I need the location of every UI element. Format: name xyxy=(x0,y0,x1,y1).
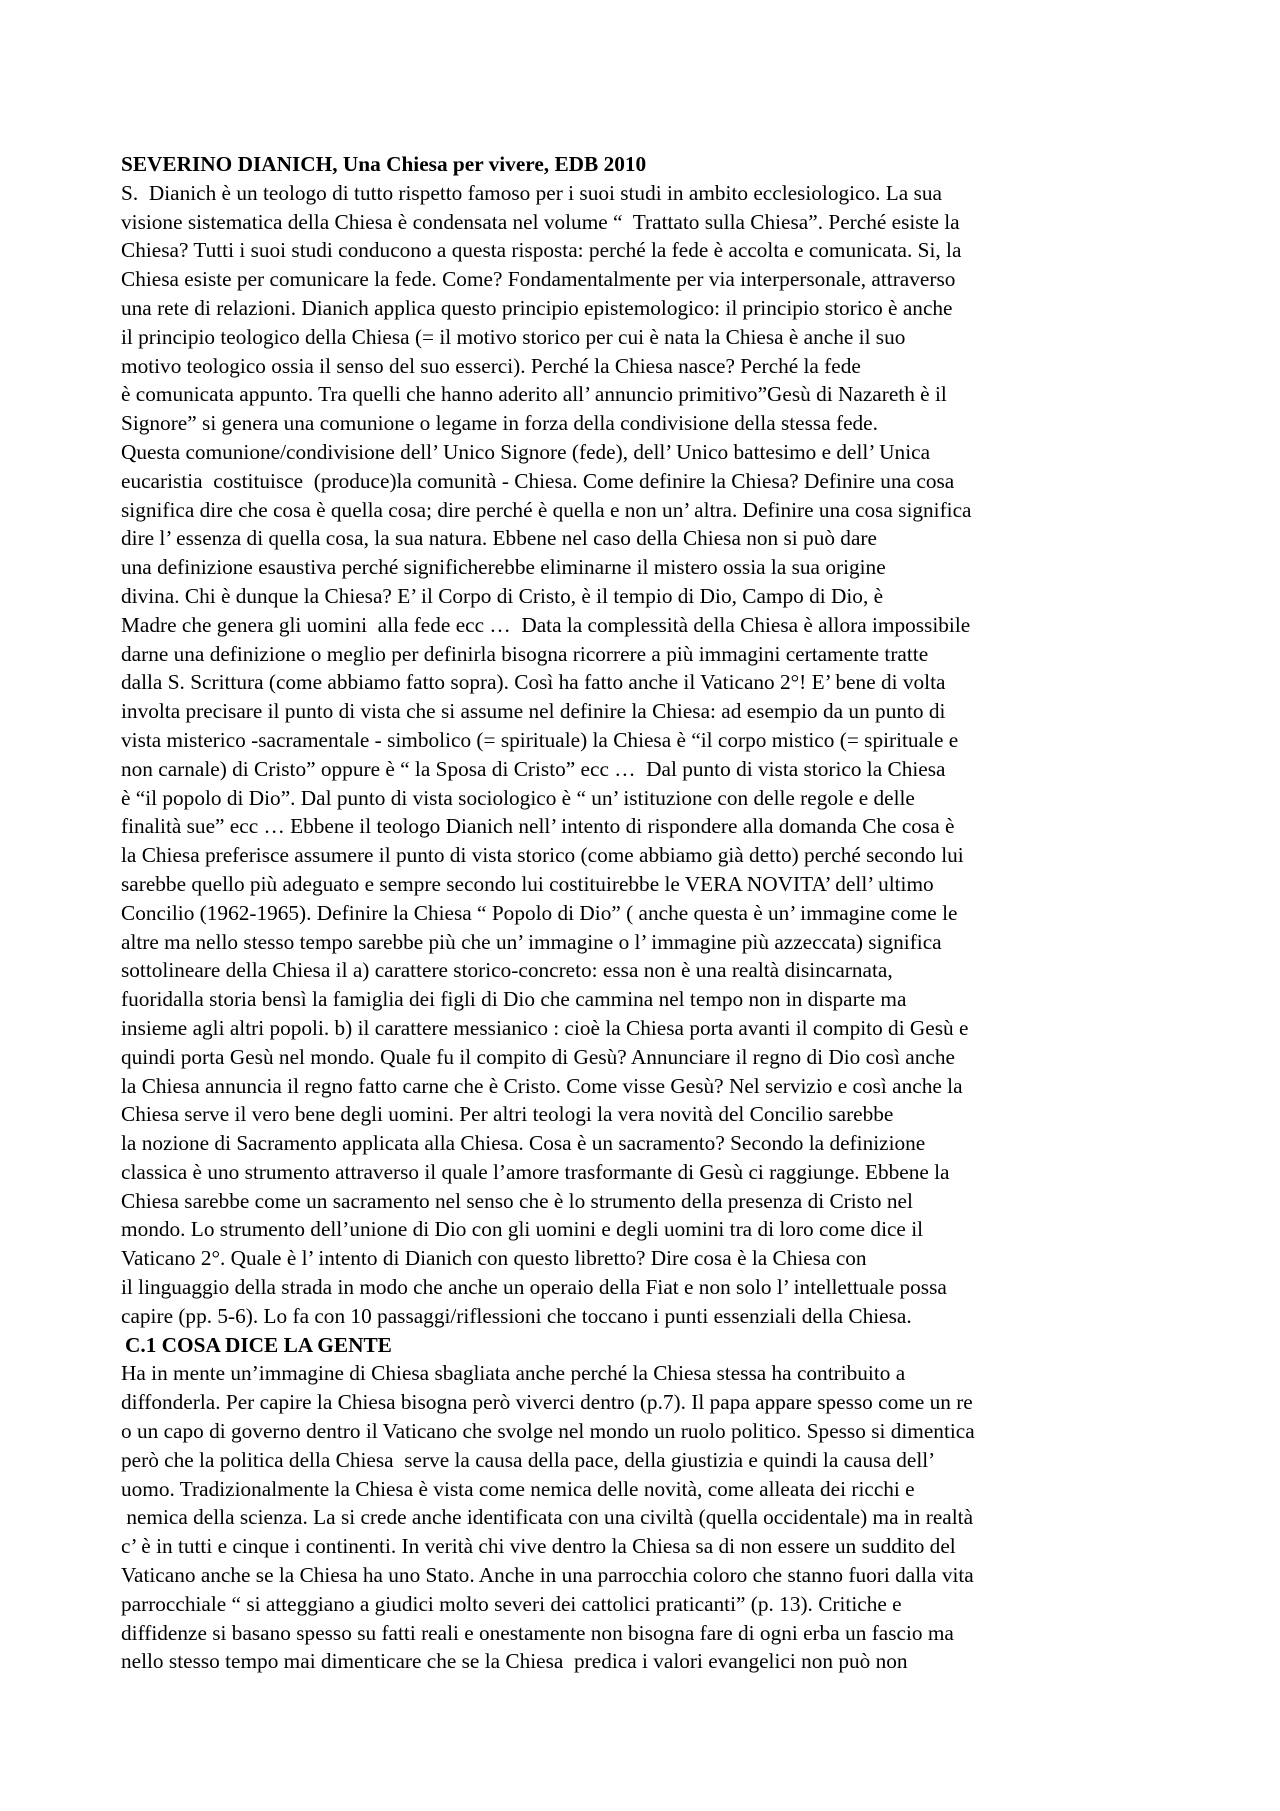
text-line: Madre che genera gli uomini alla fede ecc … Data la complessità della Chiesa è allora impossibile xyxy=(121,612,971,637)
text-line: involta precisare il punto di vista che si assume nel definire la Chiesa: ad esempio da un punto di xyxy=(121,699,946,724)
text-line: Vaticano anche se la Chiesa ha uno Stato. Anche in una parrocchia coloro che stanno fuori dalla vita xyxy=(121,1563,974,1588)
section-intro xyxy=(121,179,1171,1331)
text-line: la Chiesa preferisce assumere il punto di vista storico (come abbiamo già detto) perché secondo lui xyxy=(121,843,964,868)
text-line: diffidenze si basano spesso su fatti reali e onestamente non bisogna fare di ogni erba un fascio ma xyxy=(121,1620,954,1645)
text-line: il principio teologico della Chiesa (= il motivo storico per cui è nata la Chiesa è anche il suo xyxy=(121,324,906,349)
text-line: una rete di relazioni. Dianich applica questo principio epistemologico: il principio storico è anche xyxy=(121,295,953,320)
text-line: nello stesso tempo mai dimenticare che se la Chiesa predica i valori evangelici non può non xyxy=(121,1649,908,1674)
text-line: darne una definizione o meglio per definirla bisogna ricorrere a più immagini certamente tratte xyxy=(121,641,929,666)
document-title: SEVERINO DIANICH, Una Chiesa per vivere, EDB 2010 xyxy=(121,152,647,176)
text-line: altre ma nello stesso tempo sarebbe più che un’ immagine o l’ immagine più azzeccata) significa xyxy=(121,929,942,954)
text-line: Chiesa? Tutti i suoi studi conducono a questa risposta: perché la fede è accolta e comunicata. Si, la xyxy=(121,238,962,263)
document-page xyxy=(121,150,1171,1676)
text-line: è comunicata appunto. Tra quelli che hanno aderito all’ annuncio primitivo”Gesù di Nazareth è il xyxy=(121,382,947,407)
text-line: motivo teologico ossia il senso del suo esserci). Perché la Chiesa nasce? Perché la fede xyxy=(121,353,861,378)
text-line: Chiesa serve il vero bene degli uomini. Per altri teologi la vera novità del Concilio sarebbe xyxy=(121,1102,894,1127)
text-line: la Chiesa annuncia il regno fatto carne che è Cristo. Come visse Gesù? Nel servizio e così anche la xyxy=(121,1073,963,1098)
text-line: divina. Chi è dunque la Chiesa? E’ il Corpo di Cristo, è il tempio di Dio, Campo di Dio, è xyxy=(121,583,884,608)
text-line: nemica della scienza. La si crede anche identificata con una civiltà (quella occidentale) ma in realtà xyxy=(121,1505,974,1530)
text-line: uomo. Tradizionalmente la Chiesa è vista come nemica delle novità, come alleata dei ricchi e xyxy=(121,1476,915,1501)
text-line: Chiesa esiste per comunicare la fede. Come? Fondamentalmente per via interpersonale, attraverso xyxy=(121,267,956,292)
text-line: però che la politica della Chiesa serve la causa della pace, della giustizia e quindi la causa dell’ xyxy=(121,1447,936,1472)
text-line: capire (pp. 5-6). Lo fa con 10 passaggi/riflessioni che toccano i punti essenziali della Chiesa. xyxy=(121,1303,912,1328)
section-cosa-dice-la-gente xyxy=(121,1359,1171,1676)
text-line: Questa comunione/condivisione dell’ Unico Signore (fede), dell’ Unico battesimo e dell’ Unica xyxy=(121,439,931,464)
text-line: mondo. Lo strumento dell’unione di Dio con gli uomini e degli uomini tra di loro come dice il xyxy=(121,1217,924,1242)
text-line: Vaticano 2°. Quale è l’ intento di Dianich con questo libretto? Dire cosa è la Chiesa con xyxy=(121,1246,867,1271)
text-line: significa dire che cosa è quella cosa; dire perché è quella e non un’ altra. Definire una cosa significa xyxy=(121,497,972,522)
text-line: diffonderla. Per capire la Chiesa bisogna però viverci dentro (p.7). Il papa appare spesso come un re xyxy=(121,1390,973,1415)
text-line: sottolineare della Chiesa il a) carattere storico-concreto: essa non è una realtà disincarnata, xyxy=(121,958,893,983)
text-line: vista misterico -sacramentale - simbolico (= spirituale) la Chiesa è “il corpo mistico (= spirituale e xyxy=(121,727,959,752)
text-line: Ha in mente un’immagine di Chiesa sbagliata anche perché la Chiesa stessa ha contribuito a xyxy=(121,1361,906,1386)
text-line: sarebbe quello più adeguato e sempre secondo lui costituirebbe le VERA NOVITA’ dell’ ultimo xyxy=(121,871,934,896)
text-line: il linguaggio della strada in modo che anche un operaio della Fiat e non solo l’ intellettuale possa xyxy=(121,1275,947,1300)
text-line: Concilio (1962-1965). Definire la Chiesa “ Popolo di Dio” ( anche questa è un’ immagine come le xyxy=(121,900,958,925)
text-line: fuoridalla storia bensì la famiglia dei figli di Dio che cammina nel tempo non in disparte ma xyxy=(121,987,907,1012)
text-line: la nozione di Sacramento applicata alla Chiesa. Cosa è un sacramento? Secondo la definizione xyxy=(121,1131,926,1156)
text-line: finalità sue” ecc … Ebbene il teologo Dianich nell’ intento di rispondere alla domanda Che cosa è xyxy=(121,814,955,839)
text-line: classica è uno strumento attraverso il quale l’amore trasformante di Gesù ci raggiunge. Ebbene la xyxy=(121,1159,950,1184)
text-line: Chiesa sarebbe come un sacramento nel senso che è lo strumento della presenza di Cristo nel xyxy=(121,1188,913,1213)
text-line: dalla S. Scrittura (come abbiamo fatto sopra). Così ha fatto anche il Vaticano 2°! E’ bene di volta xyxy=(121,670,946,695)
text-line: Signore” si genera una comunione o legame in forza della condivisione della stessa fede. xyxy=(121,411,878,436)
text-line: S. Dianich è un teologo di tutto rispetto famoso per i suoi studi in ambito ecclesiologico. La sua xyxy=(121,180,942,205)
text-line: visione sistematica della Chiesa è condensata nel volume “ Trattato sulla Chiesa”. Perché esiste la xyxy=(121,209,960,234)
text-line: parrocchiale “ si atteggiano a giudici molto severi dei cattolici praticanti” (p. 13). Critiche e xyxy=(121,1591,902,1616)
section-heading: C.1 COSA DICE LA GENTE xyxy=(125,1332,392,1357)
text-line: o un capo di governo dentro il Vaticano che svolge nel mondo un ruolo politico. Spesso si dimentica xyxy=(121,1419,975,1444)
text-line: non carnale) di Cristo” oppure è “ la Sposa di Cristo” ecc … Dal punto di vista storico la Chiesa xyxy=(121,756,946,781)
text-line: è “il popolo di Dio”. Dal punto di vista sociologico è “ un’ istituzione con delle regole e delle xyxy=(121,785,915,810)
text-line: insieme agli altri popoli. b) il carattere messianico : cioè la Chiesa porta avanti il compito di Gesù e xyxy=(121,1015,969,1040)
text-line: c’ è in tutti e cinque i continenti. In verità chi vive dentro la Chiesa sa di non essere un suddito del xyxy=(121,1534,956,1559)
text-line: eucaristia costituisce (produce)la comunità - Chiesa. Come definire la Chiesa? Definire una cosa xyxy=(121,468,955,493)
text-line: quindi porta Gesù nel mondo. Quale fu il compito di Gesù? Annunciare il regno di Dio così anche xyxy=(121,1044,955,1069)
text-line: una definizione esaustiva perché significherebbe eliminarne il mistero ossia la sua origine xyxy=(121,555,886,580)
text-line: dire l’ essenza di quella cosa, la sua natura. Ebbene nel caso della Chiesa non si può dare xyxy=(121,526,877,551)
